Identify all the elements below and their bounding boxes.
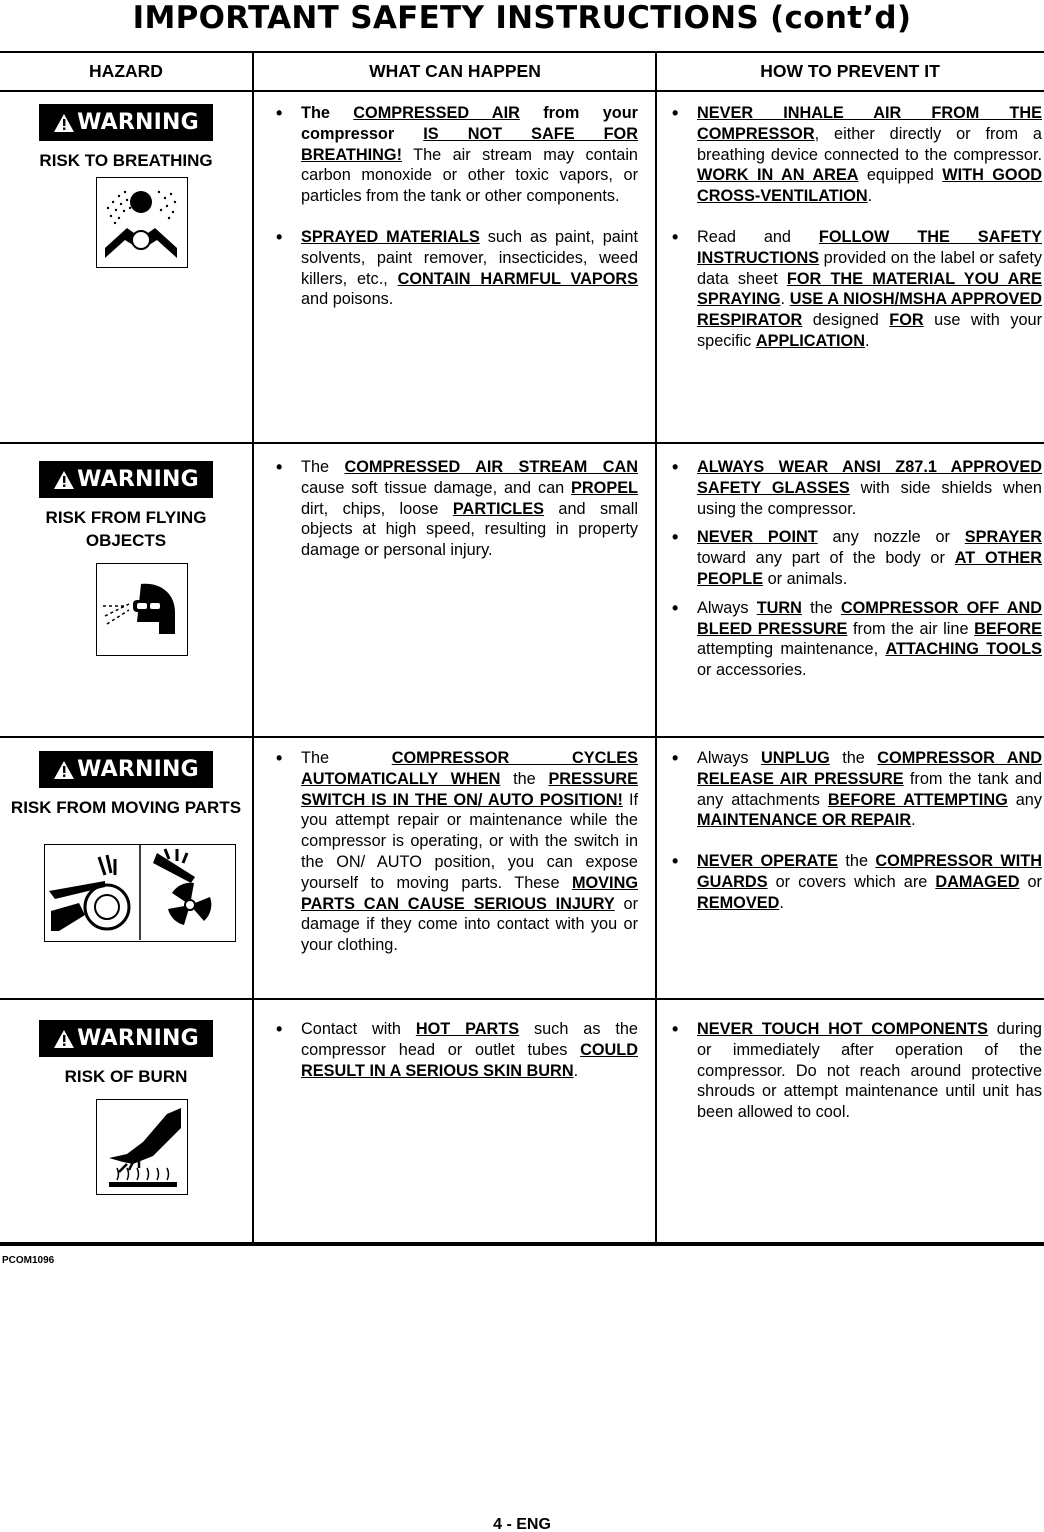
rich-text bbox=[697, 228, 1042, 350]
body-text: or accessories. bbox=[697, 661, 807, 680]
eye-protection-icon bbox=[96, 563, 188, 656]
body-text: or covers which are bbox=[767, 872, 936, 891]
body-text: provided on the label or safety data sheet bbox=[697, 248, 1042, 288]
emphasized-text: TURN bbox=[756, 598, 802, 617]
body-text: designed bbox=[802, 311, 890, 330]
risk-label: RISK TO BREATHING bbox=[39, 151, 213, 170]
body-text: If you attempt repair or maintenance while the compressor is operating, or with the switch in the ON/ AUTO position, you can expose yourself to moving parts. These bbox=[301, 790, 639, 892]
risk-label: RISK OF BURN bbox=[64, 1067, 188, 1086]
body-text: . bbox=[780, 290, 790, 309]
rich-text bbox=[697, 599, 1042, 679]
body-text: attempting maintenance, bbox=[697, 640, 886, 659]
body-text: dirt, chips, loose bbox=[301, 499, 453, 518]
warning-label: WARNING bbox=[77, 467, 199, 492]
emphasized-text: APPLICATION bbox=[755, 331, 865, 350]
emphasized-text: UNPLUG bbox=[761, 749, 830, 767]
body-text: the bbox=[500, 769, 549, 788]
warning-label: WARNING bbox=[77, 110, 199, 135]
hot-surface-icon bbox=[96, 1099, 188, 1195]
body-text: any nozzle or bbox=[817, 528, 965, 547]
emphasized-text: COMPRESSED AIR STREAM CAN bbox=[344, 458, 638, 476]
body-text: toward any part of the body or bbox=[697, 549, 955, 568]
list-item: • SPRAYED MATERIALS such as paint, paint solvents, paint remover, insecticides, weed killers, etc., CONTAIN HARMFUL VAPORS and poisons. bbox=[276, 226, 638, 309]
rich-text bbox=[301, 458, 638, 559]
warning-triangle-icon bbox=[53, 760, 75, 780]
warning-triangle-icon bbox=[53, 470, 75, 490]
column-divider bbox=[252, 51, 254, 1244]
what-can-happen-moving-parts bbox=[274, 748, 638, 956]
page-number: 4 - ENG bbox=[493, 1516, 551, 1532]
emphasized-text: NEVER INHALE AIR FROM THE COMPRESSOR bbox=[697, 104, 1042, 143]
row-divider bbox=[0, 736, 1044, 738]
rich-text bbox=[697, 1020, 1042, 1121]
list-item: • Always UNPLUG the COMPRESSOR AND RELEASE AIR PRESSURE from the tank and any attachments BEFORE ATTEMPTING any MAINTENANCE OR REPAIR. bbox=[672, 748, 1043, 830]
hazard-cell-flying-objects bbox=[0, 461, 252, 552]
emphasized-text: USE A NIOSH/MSHA APPROVED RESPIRATOR bbox=[697, 290, 1042, 330]
emphasized-text: PRESSURE SWITCH IS IN THE ON/ AUTO POSITION! bbox=[301, 769, 639, 809]
body-text: The bbox=[301, 749, 392, 767]
hazard-cell-burn bbox=[0, 1020, 252, 1088]
row-divider bbox=[0, 998, 1044, 1000]
emphasized-text: AT OTHER PEOPLE bbox=[697, 549, 1042, 588]
warning-badge bbox=[39, 461, 213, 498]
moving-parts-icon bbox=[44, 844, 236, 942]
what-can-happen-flying-objects bbox=[274, 457, 638, 561]
emphasized-text: COULD RESULT IN A SERIOUS SKIN BURN bbox=[301, 1040, 638, 1080]
emphasized-text: SPRAYER bbox=[964, 528, 1042, 547]
document-code: PCOM1096 bbox=[2, 1255, 55, 1266]
list-item: • NEVER TOUCH HOT COMPONENTS during or immediately after operation of the compressor. Do not reach around protective shrouds or attempt maintenance until unit has been allowed to cool. bbox=[672, 1019, 1042, 1122]
body-text: . bbox=[573, 1061, 579, 1080]
emphasized-text: COMPRESSOR WITH GUARDS bbox=[697, 852, 1042, 891]
column-divider bbox=[655, 51, 657, 1244]
body-text: . bbox=[867, 187, 873, 206]
body-text: with side shields when using the compressor. bbox=[697, 478, 1042, 518]
list-item: • The COMPRESSOR CYCLES AUTOMATICALLY WHEN the PRESSURE SWITCH IS IN THE ON/ AUTO POSITION! If you attempt repair or maintenance while the compressor is operating, or with the switch in the ON/ AUTO position, you can expose yourself to moving parts. These MOVING PARTS CAN CAUSE SERIOUS INJURY or damage if they come into contact with you or your clothing. bbox=[276, 748, 639, 955]
warning-badge bbox=[39, 751, 213, 788]
emphasized-text: MOVING PARTS CAN CAUSE SERIOUS INJURY bbox=[301, 873, 638, 913]
body-text: such as paint, paint solvents, paint remover, insecticides, weed killers, etc., bbox=[301, 227, 638, 288]
body-text: . bbox=[864, 331, 870, 350]
risk-label: RISK FROM MOVING PARTS bbox=[10, 798, 242, 817]
rich-text bbox=[301, 749, 638, 954]
emphasized-text: MAINTENANCE OR REPAIR bbox=[697, 811, 912, 830]
emphasized-text: BEFORE bbox=[974, 619, 1042, 638]
body-text: and small objects at high speed, resulting in property damage or personal injury. bbox=[301, 499, 638, 560]
body-text: during or immediately after operation of the compressor. Do not reach around protective shrouds or attempt maintenance until unit has been allowed to cool. bbox=[697, 1020, 1042, 1122]
body-text: The bbox=[301, 104, 354, 122]
list-item: • The COMPRESSED AIR STREAM CAN cause soft tissue damage, and can PROPEL dirt, chips, loose PARTICLES and small objects at high speed, resulting in property damage or personal injury. bbox=[276, 457, 638, 560]
hazard-cell-moving-parts bbox=[0, 751, 252, 819]
warning-badge bbox=[39, 1020, 213, 1057]
emphasized-text: REMOVED bbox=[697, 893, 780, 912]
body-text: or damage if they come into contact with you or your clothing. bbox=[301, 894, 638, 955]
rich-text bbox=[301, 228, 638, 308]
body-text: The air stream may contain carbon monoxide or other toxic vapors, or particles from the tank or other components. bbox=[301, 145, 638, 206]
bottom-rule bbox=[0, 1242, 1044, 1246]
rich-text bbox=[697, 852, 1042, 912]
body-text: Always bbox=[697, 749, 762, 767]
header-hazard: HAZARD bbox=[89, 61, 163, 81]
header-what-can-happen: WHAT CAN HAPPEN bbox=[369, 61, 541, 81]
rich-text bbox=[301, 104, 638, 205]
emphasized-text: NEVER POINT bbox=[697, 528, 818, 547]
hazard-cell-breathing bbox=[0, 104, 252, 172]
emphasized-text: IS NOT SAFE FOR BREATHING! bbox=[301, 124, 638, 164]
list-item: • ALWAYS WEAR ANSI Z87.1 APPROVED SAFETY GLASSES with side shields when using the compressor. bbox=[672, 457, 1042, 518]
list-item: • NEVER INHALE AIR FROM THE COMPRESSOR, either directly or from a breathing device connected to the compressor. WORK IN AN AREA equipped WITH GOOD CROSS-VENTILATION. bbox=[672, 103, 1042, 206]
body-text: Contact with bbox=[301, 1020, 416, 1038]
emphasized-text: FOLLOW THE SAFETY INSTRUCTIONS bbox=[697, 227, 1042, 267]
warning-label: WARNING bbox=[77, 757, 199, 782]
body-text: Read and bbox=[697, 227, 819, 246]
list-item: • NEVER POINT any nozzle or SPRAYER toward any part of the body or AT OTHER PEOPLE or animals. bbox=[672, 527, 1042, 588]
emphasized-text: PARTICLES bbox=[452, 499, 544, 518]
rich-text bbox=[697, 104, 1042, 205]
rich-text bbox=[301, 1020, 638, 1080]
emphasized-text: COMPRESSOR AND RELEASE AIR PRESSURE bbox=[697, 749, 1042, 788]
body-text: from the air line bbox=[847, 619, 975, 638]
what-can-happen-burn bbox=[274, 1019, 638, 1081]
list-item: • NEVER OPERATE the COMPRESSOR WITH GUARDS or covers which are DAMAGED or REMOVED. bbox=[672, 851, 1042, 912]
page-title: IMPORTANT SAFETY INSTRUCTIONS (cont’d) bbox=[132, 0, 912, 36]
emphasized-text: CONTAIN HARMFUL VAPORS bbox=[397, 269, 638, 288]
emphasized-text: NEVER TOUCH HOT COMPONENTS bbox=[697, 1020, 988, 1038]
header-rule bbox=[0, 90, 1044, 92]
body-text: from your compressor bbox=[301, 104, 638, 143]
rich-text bbox=[697, 458, 1042, 518]
body-text: the bbox=[829, 749, 878, 767]
warning-label: WARNING bbox=[77, 1026, 199, 1051]
how-to-prevent-breathing bbox=[670, 103, 1042, 352]
header-how-to-prevent: HOW TO PREVENT IT bbox=[760, 61, 940, 81]
body-text: the bbox=[837, 852, 876, 871]
what-can-happen-breathing bbox=[274, 103, 638, 310]
body-text: use with your specific bbox=[697, 311, 1042, 350]
body-text: The bbox=[301, 458, 345, 476]
warning-badge bbox=[39, 104, 213, 141]
emphasized-text: WITH GOOD CROSS-VENTILATION bbox=[697, 166, 1042, 206]
rich-text bbox=[697, 749, 1042, 829]
emphasized-text: BEFORE ATTEMPTING bbox=[827, 790, 1008, 809]
risk-label: RISK FROM FLYING OBJECTS bbox=[45, 508, 207, 550]
body-text: Always bbox=[697, 598, 757, 617]
body-text: the bbox=[801, 598, 841, 617]
how-to-prevent-burn bbox=[670, 1019, 1042, 1123]
emphasized-text: DAMAGED bbox=[935, 872, 1020, 891]
list-item: • Always TURN the COMPRESSOR OFF AND BLEED PRESSURE from the air line BEFORE attempting maintenance, ATTACHING TOOLS or accessories. bbox=[672, 597, 1042, 680]
rich-text bbox=[697, 528, 1042, 588]
emphasized-text: COMPRESSOR CYCLES AUTOMATICALLY WHEN bbox=[301, 749, 638, 788]
body-text: , either directly or from a breathing device connected to the compressor. bbox=[697, 124, 1042, 164]
emphasized-text: WORK IN AN AREA bbox=[697, 166, 859, 185]
breathing-hazard-icon bbox=[96, 177, 188, 268]
body-text: . bbox=[779, 893, 784, 912]
how-to-prevent-moving-parts bbox=[670, 748, 1042, 914]
list-item: • Read and FOLLOW THE SAFETY INSTRUCTIONS provided on the label or safety data sheet FOR THE MATERIAL YOU ARE SPRAYING. USE A NIOSH/MSHA APPROVED RESPIRATOR designed FOR use with your specific APPLICATION. bbox=[672, 226, 1042, 350]
emphasized-text: COMPRESSED AIR bbox=[353, 104, 520, 122]
emphasized-text: FOR bbox=[889, 311, 924, 330]
emphasized-text: NEVER OPERATE bbox=[697, 852, 838, 871]
emphasized-text: ALWAYS WEAR ANSI Z87.1 APPROVED SAFETY GLASSES bbox=[697, 458, 1042, 497]
body-text: cause soft tissue damage, and can bbox=[301, 478, 572, 497]
warning-triangle-icon bbox=[53, 1029, 75, 1049]
emphasized-text: ATTACHING TOOLS bbox=[885, 640, 1042, 659]
top-rule bbox=[0, 51, 1044, 53]
warning-triangle-icon bbox=[53, 113, 75, 133]
emphasized-text: COMPRESSOR OFF AND BLEED PRESSURE bbox=[697, 598, 1042, 638]
emphasized-text: HOT PARTS bbox=[415, 1020, 520, 1038]
body-text: such as the compressor head or outlet tubes bbox=[301, 1020, 638, 1059]
body-text: any bbox=[1007, 790, 1043, 809]
list-item: • Contact with HOT PARTS such as the compressor head or outlet tubes COULD RESULT IN A SERIOUS SKIN BURN. bbox=[276, 1019, 638, 1080]
body-text: or bbox=[1019, 872, 1042, 891]
body-text: and poisons. bbox=[301, 290, 394, 309]
emphasized-text: SPRAYED MATERIALS bbox=[301, 227, 480, 246]
body-text: equipped bbox=[858, 166, 943, 185]
emphasized-text: FOR THE MATERIAL YOU ARE SPRAYING bbox=[697, 269, 1042, 309]
emphasized-text: PROPEL bbox=[571, 478, 638, 497]
row-divider bbox=[0, 442, 1044, 444]
list-item: • The COMPRESSED AIR from your compressor IS NOT SAFE FOR BREATHING! The air stream may contain carbon monoxide or other toxic vapors, or particles from the tank or other components. bbox=[276, 103, 638, 206]
body-text: or animals. bbox=[763, 569, 848, 588]
how-to-prevent-flying-objects bbox=[670, 457, 1042, 681]
body-text: . bbox=[911, 811, 916, 830]
body-text: from the tank and any attachments bbox=[697, 769, 1042, 809]
